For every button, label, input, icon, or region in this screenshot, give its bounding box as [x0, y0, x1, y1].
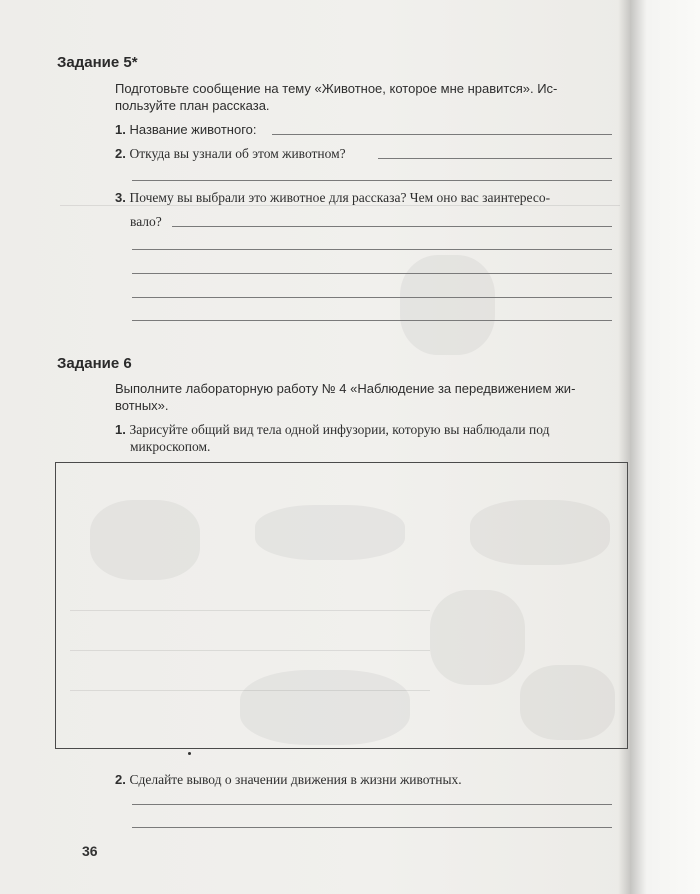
page-number: 36 [82, 843, 98, 859]
task5-q2-text: Откуда вы узнали об этом животном? [129, 146, 346, 161]
task5-title: Задание 5* [57, 54, 138, 71]
task5-q3-number: 3. [115, 190, 126, 205]
task5-q3-answer-line[interactable] [132, 297, 612, 298]
task6-q2-answer-line[interactable] [132, 827, 612, 828]
task6-q1-number: 1. [115, 422, 126, 437]
task5-q2-number: 2. [115, 146, 126, 161]
task5-q2-answer-line-2[interactable] [132, 180, 612, 181]
task5-q1-text: Название животного: [129, 122, 257, 137]
task6-q1 [115, 421, 549, 439]
bleed-through-shape [400, 255, 495, 355]
drawing-area[interactable] [55, 462, 628, 749]
task5-q3-answer-line[interactable] [172, 226, 612, 227]
task6-title: Задание 6 [57, 355, 132, 372]
task5-intro-line1: Подготовьте сообщение на тему «Животное, которое мне нравится». Ис- [115, 81, 558, 96]
task5-q3-answer-line[interactable] [132, 320, 612, 321]
task5-q1 [115, 121, 257, 139]
task5-q3-line1: Почему вы выбрали это животное для рассказа? Чем оно вас заинтересо- [129, 190, 551, 205]
task5-q3-answer-line[interactable] [132, 273, 612, 274]
task5-q3-answer-line[interactable] [132, 249, 612, 250]
task6-q1-line1: Зарисуйте общий вид тела одной инфузории, которую вы наблюдали под [129, 422, 550, 437]
task5-q1-answer-line[interactable] [272, 134, 612, 135]
task5-q2 [115, 145, 346, 163]
task6-q1-line2: микроскопом. [130, 439, 211, 454]
task5-intro-line2: пользуйте план рассказа. [115, 98, 270, 113]
print-dot [188, 752, 191, 755]
task6-q2-number: 2. [115, 772, 126, 787]
page-edge-shadow [618, 0, 700, 894]
task5-q2-answer-line[interactable] [378, 158, 612, 159]
task5-q1-number: 1. [115, 122, 126, 137]
task6-intro-line2: вотных». [115, 398, 169, 413]
task6-intro-line1: Выполните лабораторную работу № 4 «Наблюдение за передвижением жи- [115, 381, 576, 396]
task5-q3 [115, 189, 550, 207]
task6-q2-text: Сделайте вывод о значении движения в жизни животных. [129, 772, 462, 787]
task6-q2-answer-line[interactable] [132, 804, 612, 805]
task5-q3-line2: вало? [130, 214, 162, 229]
task6-q2 [115, 771, 462, 789]
